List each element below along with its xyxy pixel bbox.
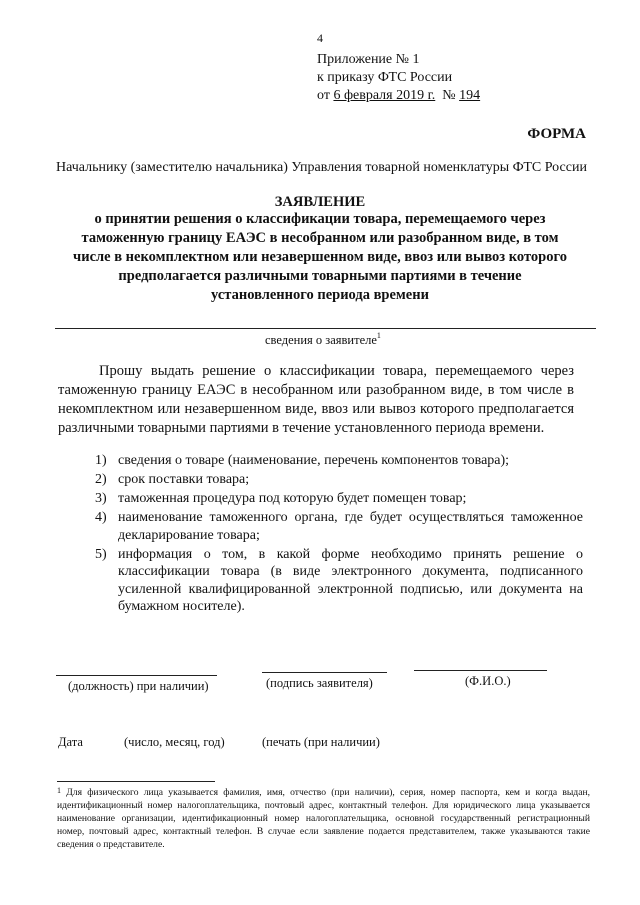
request-text: Прошу выдать решение о классификации товара, перемещаемого через таможенную границу ЕАЭС в несобранном или разобранном виде, в том числе в некомплектном или незавершенном виде, ввоз или вывоз которого предполагается различными товарными партиями в течение установленного периода времени. [58,363,574,436]
appendix-line-3 [317,87,502,105]
list-item: 2) срок поставки товара; [95,472,250,487]
position-signature-line [56,675,217,676]
footnote: $^1$ Для физического лица указывается фамилия, имя, отчество (при наличии), серия, номер паспорта, кем и когда выдан, идентификационный номер налогоплательщика, почтовый адрес, контактный телефон. Для юридического лица указывается наименование организации, идентификационный номер налогоплательщика, основной государственный регистрационный номер, почтовый адрес, контактный телефон. В случае если заявление подается представителем, также указываются такие сведения о представителе. [57,786,590,850]
name-label: (Ф.И.О.) [465,674,511,688]
list-item: 3) таможенная процедура под которую будет помещен товар; [95,491,467,506]
appendix-number: 194 [459,88,481,103]
footnote-separator [57,781,215,782]
appendix-date: 6 февраля 2019 г. [333,88,436,103]
form-label: ФОРМА [527,126,586,142]
appendix-line-2: к приказу ФТС России [317,70,453,85]
name-signature-line [414,670,547,671]
position-label: (должность) при наличии) [68,679,209,693]
list-item: 5) информация о том, в какой форме необходимо принять решение о классификации товара (в виде электронного документа, подписанного усиленной квалифицированной электронной подписью, или документа на бумажном носителе). [95,546,583,614]
date-label: Дата [58,735,83,749]
addressee: Начальнику (заместителю начальника) Управления товарной номенклатуры ФТС России [56,160,587,175]
footnote-mark: 1 [57,786,61,795]
appendix-date-prefix: от [317,88,330,103]
signature-label: (подпись заявителя) [266,676,373,690]
list-item: 4) наименование таможенного органа, где будет осуществляться таможенное декларирование товара; [95,510,583,543]
appendix-number-label: № [442,88,456,103]
applicant-info-line [55,328,596,329]
stamp-label: (печать (при наличии) [262,735,380,749]
list-item: 1) сведения о товаре (наименование, перечень компонентов товара); [95,453,510,468]
applicant-info-label: сведения о заявителе$^1$ [265,331,381,347]
attachment-list [96,452,583,617]
page-number: 4 [317,31,323,45]
applicant-signature-line [262,672,387,673]
date-hint: (число, месяц, год) [124,735,225,749]
footnote-ref: 1 [376,331,381,340]
document-title: ЗАЯВЛЕНИЕ [274,194,366,210]
appendix-line-1: Приложение № 1 [317,52,420,67]
document-subtitle: о принятии решения о классификации товара, перемещаемого через таможенную границу ЕАЭС в несобранном или разобранном виде, в том числе в некомплектном или незавершенном виде, ввоз или вывоз которого предполагается различными товарными партиями в течение установленного периода времени [73,211,567,303]
